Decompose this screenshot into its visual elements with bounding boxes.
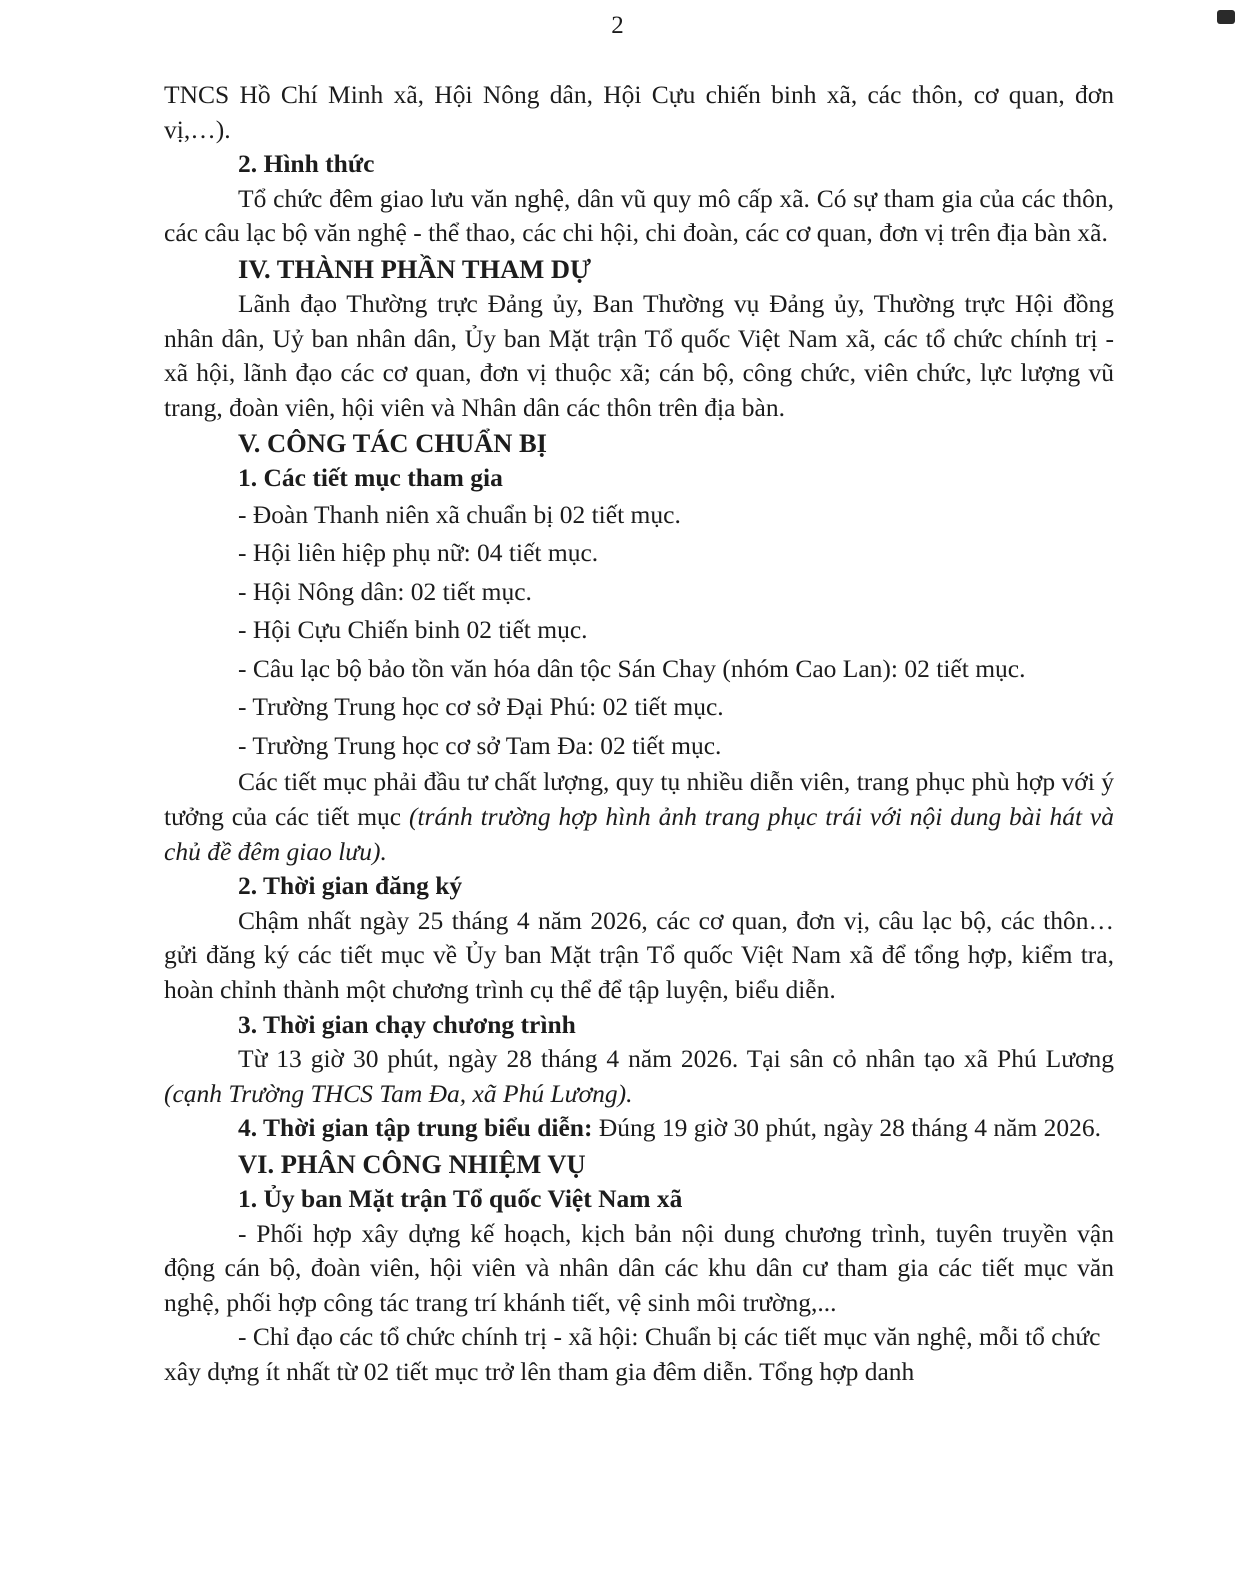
v3-note: (cạnh Trường THCS Tam Đa, xã Phú Lương). [164, 1078, 633, 1108]
heading-v: V. CÔNG TÁC CHUẨN BỊ [238, 428, 547, 459]
list-item: - Đoàn Thanh niên xã chuẩn bị 02 tiết mục. [238, 499, 681, 529]
v3-paragraph [164, 1042, 1114, 1111]
page-number: 2 [611, 12, 624, 39]
iv-paragraph: Lãnh đạo Thường trực Đảng ủy, Ban Thường vụ Đảng ủy, Thường trực Hội đồng nhân dân, Uỷ ban nhân dân, Ủy ban Mặt trận Tổ quốc Việt Nam xã, các tổ chức chính trị - xã hội, lãnh đạo các cơ quan, đơn vị thuộc xã; cán bộ, công chức, viên chức, lực lượng vũ trang, đoàn viên, hội viên và Nhân dân các thôn trên địa bàn. [164, 288, 1114, 422]
heading-vi1: 1. Ủy ban Mặt trận Tổ quốc Việt Nam xã [238, 1183, 683, 1213]
v3-text: Từ 13 giờ 30 phút, ngày 28 tháng 4 năm 2026. Tại sân cỏ nhân tạo xã Phú Lương [238, 1044, 1114, 1074]
quality-paragraph [164, 765, 1114, 869]
document-body [164, 78, 1114, 1390]
vi1a-paragraph: - Phối hợp xây dựng kế hoạch, kịch bản nội dung chương trình, tuyên truyền vận động cán bộ, đoàn viên, hội viên và nhân dân các khu dân cư tham gia các tiết mục văn nghệ, phối hợp công tác trang trí khánh tiết, vệ sinh môi trường,... [164, 1218, 1114, 1317]
heading-hinh-thuc: 2. Hình thức [238, 149, 375, 179]
intro-paragraph: TNCS Hồ Chí Minh xã, Hội Nông dân, Hội Cựu chiến binh xã, các thôn, cơ quan, đơn vị,…). [164, 80, 1114, 144]
list-item: - Hội liên hiệp phụ nữ: 04 tiết mục. [238, 538, 599, 568]
heading-v1: 1. Các tiết mục tham gia [238, 463, 503, 493]
v4-paragraph [164, 1111, 1114, 1146]
heading-v2: 2. Thời gian đăng ký [238, 871, 463, 901]
list-item: - Trường Trung học cơ sở Đại Phú: 02 tiết mục. [238, 692, 724, 722]
list-item: - Trường Trung học cơ sở Tam Đa: 02 tiết mục. [238, 730, 722, 760]
vi1b-paragraph: - Chỉ đạo các tổ chức chính trị - xã hội: Chuẩn bị các tiết mục văn nghệ, mỗi tổ chức xây dựng ít nhất từ 02 tiết mục trở lên tham gia đêm diễn. Tổng hợp danh [164, 1322, 1101, 1386]
v2-paragraph: Chậm nhất ngày 25 tháng 4 năm 2026, các cơ quan, đơn vị, câu lạc bộ, các thôn… gửi đăng ký các tiết mục về Ủy ban Mặt trận Tổ quốc Việt Nam xã để tổng hợp, kiểm tra, hoàn chỉnh thành một chương trình cụ thể để tập luyện, biểu diễn. [164, 905, 1114, 1004]
list-item: - Hội Cựu Chiến binh 02 tiết mục. [238, 615, 588, 645]
list-item: - Hội Nông dân: 02 tiết mục. [238, 576, 532, 606]
list-item: - Câu lạc bộ bảo tồn văn hóa dân tộc Sán Chay (nhóm Cao Lan): 02 tiết mục. [238, 653, 1026, 683]
hinh-thuc-paragraph: Tổ chức đêm giao lưu văn nghệ, dân vũ quy mô cấp xã. Có sự tham gia của các thôn, các câu lạc bộ văn nghệ - thể thao, các chi hội, chi đoàn, các cơ quan, đơn vị trên địa bàn xã. [164, 183, 1114, 248]
quality-text: Các tiết mục phải đầu tư chất lượng, quy tụ nhiều diễn viên, trang phục phù hợp với ý tưởng của các tiết mục [164, 767, 1114, 832]
quality-note: (tránh trường hợp hình ảnh trang phục trái với nội dung bài hát và chủ đề đêm giao lưu). [164, 802, 1114, 866]
heading-vi: VI. PHÂN CÔNG NHIỆM VỤ [238, 1148, 586, 1179]
v4-text: Đúng 19 giờ 30 phút, ngày 28 tháng 4 năm 2026. [592, 1113, 1102, 1143]
heading-iv: IV. THÀNH PHẦN THAM DỰ [238, 253, 592, 284]
heading-v3: 3. Thời gian chạy chương trình [238, 1009, 576, 1039]
scan-edge-mark [1217, 10, 1235, 24]
heading-v4: 4. Thời gian tập trung biểu diễn: [238, 1113, 593, 1143]
